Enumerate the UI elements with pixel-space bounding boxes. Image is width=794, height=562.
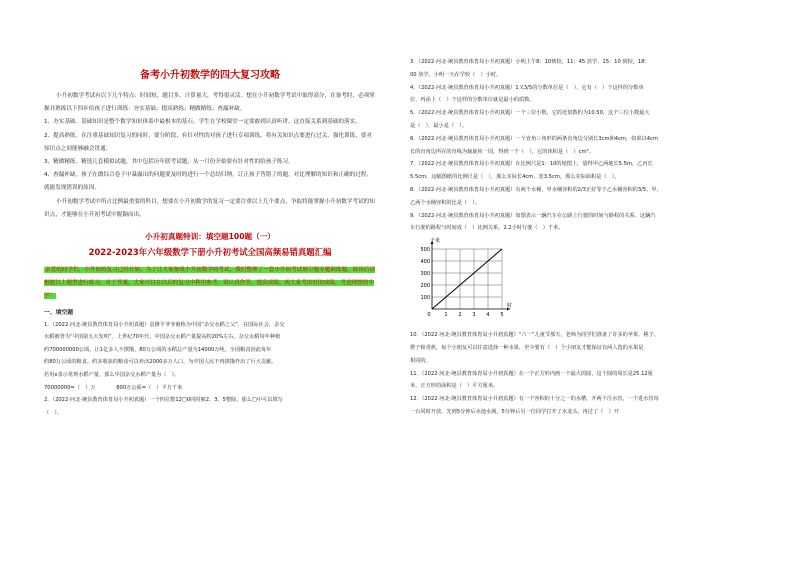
conclusion-paragraph: 小升初数学考试中所占比例最重要的科目，想要在小升初数学的复习一定要注重以上几个要点，争取将能掌握小升初数学考试的知识点，才能够在小升初考试中脱颖而出。	[44, 198, 375, 218]
q9-line: 9．（2022·河北·统县教育体育局小升初真题）如图表示一辆汽车在公路上行驶的时间与路程的关系，这辆汽	[410, 212, 656, 219]
y-tick-label: 100	[420, 294, 430, 301]
question-2	[44, 394, 376, 419]
q4-line: 4．（2022·河北·统县教育体育局小升初真题）1又3/5的分数单位是（ ），它有（ ）个这样的分数单	[410, 84, 644, 91]
q1-line: 水稻被誉为“中国第五大发明”。上世纪70年代，中国杂交水稻产量提高约20%左右。杂交水稻每年种植	[44, 334, 281, 341]
x-tick-label: 2	[458, 312, 462, 319]
y-tick-label: 300	[420, 270, 430, 277]
q1-line: 若用x表示常规水稻产量，那么中国杂交水稻产量为（ ）。	[44, 372, 180, 379]
origin-label: 0	[427, 312, 431, 319]
y-tick-label: 400	[420, 258, 430, 265]
x-tick-label: 3	[472, 312, 476, 319]
y-tick-label: 500	[420, 246, 430, 253]
chart-svg	[410, 237, 520, 325]
q5-line: 5．（2022·河北·统县教育体育局小升初真题）一个三位小数，它的近似数约为10.50，这个三位小数最大	[410, 110, 650, 117]
x-tick-label: 4	[486, 312, 490, 319]
q5-line: 是（ ），最小是（ ）。	[410, 122, 468, 129]
q1-line: 约80万公顷的粮食。约多收获的粮食可以养活2000多万人口，为中国人民不再挨饿作出了巨大贡献。	[44, 359, 277, 366]
q12-line: 12．（2022·河北·统县教育体育局小升初真题）有一个容积的十分之一的水槽，开两个注水管，一个进水管每	[410, 396, 659, 403]
series-title: 小升初真题特训：填空题100题（一）	[145, 232, 275, 242]
main-title: 2022-2023年六年级数学下册小升初考试全国高频易错真题汇编	[88, 247, 332, 258]
x-tick-label: 5	[500, 312, 504, 319]
section-heading: 一、填空题	[44, 309, 73, 316]
x-tick-label: 1	[444, 312, 448, 319]
question-6	[410, 133, 750, 159]
x-axis-label: 时	[507, 303, 513, 310]
distance-time-chart	[410, 237, 750, 325]
question-5	[410, 107, 750, 133]
article-title: 备考小升初数学的四大复习攻略	[140, 70, 280, 81]
q3-line: 00 放学，小明一天在学校（ ）小时。	[410, 71, 502, 78]
q12-line: 一台同时开放，先到5分钟后水池水满，5分钟后另一位同学打开了水龙头，再过了（ ）开	[410, 408, 619, 415]
y-axis-label: 千米	[430, 238, 441, 245]
tip-2: 2、提高熟练。在注重基础知识复习的同时，要分阶段、有针对性的对孩子进行专项训练，将有关知识点要进行过关、强化训练，要对知识点之间能够融会贯通。	[44, 132, 372, 152]
q11-line: 米，正方形的面积是（ ）平方厘米。	[410, 383, 499, 390]
question-8	[410, 184, 750, 210]
left-content	[44, 56, 376, 419]
q10-line: 相同的。	[410, 357, 431, 364]
q2-line: 2．（2022·河北·统县教育体育局小升初真题）一个四位数12□0同时被2、3、5整除，那么□中可以填写	[44, 397, 283, 404]
q1-line: 1．（2022·河北·统县教育体育局小升初真题）袁隆平爷爷被称为中国“杂交水稻之父”，在国际社会，杂交	[44, 321, 285, 328]
q6-line: 长的直角边所在的直线为轴旋转一周，得到一个（ ），它的体积是（ ）cm³。	[410, 148, 594, 155]
right-content	[410, 56, 750, 419]
q10-line: 10．（2022·河北·统县教育体育局小升初真题）“六一”儿童节那天，老师为同学们准备了许多的苹果、桃子、	[410, 332, 659, 339]
q1-line: 70000000=（ ）万 800万公顷=（ ）平方千米	[44, 384, 183, 391]
question-9	[410, 210, 750, 236]
q10-line: 橙子和香蕉，每个小朋友可以任意选择一种水果，至少要有（ ）个小朋友才能保证有两人选的水果是	[410, 344, 644, 351]
q8-line: 乙两个水桶容积的比是（ ）。	[410, 199, 481, 206]
intro-paragraph: 小升初数学考试有以下几个特点：时间短，题目多，计算量大，考得很灵活。想在小升初数学考试中取得高分，在备考时，必须掌握并熟练以下四步给孩子进行训练：夯实基础；提高熟练；精做精练；查漏补缺。	[44, 93, 375, 113]
q1-line: 约700000000公顷，让1亿多人不挨饿，80万公顷的水稻总产量为14000万吨，全国粮食因此每年	[44, 346, 272, 353]
y-tick-label: 200	[420, 282, 430, 289]
notice-box	[44, 264, 376, 304]
q8-line: 8．（2022·河北·统县教育体育局小升初真题）有两个水桶，甲水桶容积的2/3正好等于乙水桶容积的3/5，甲、	[410, 186, 662, 193]
q7-line: 7．（2022·河北·统县教育体育局小升初真题）在比例尺是1：10的地图上，量得甲乙两地长5.5m，乙丙长	[410, 161, 653, 168]
tip-3: 3、精做精练。精选几套模拟试题，其中包括历年联考试题，从一月份开始要有针对性的给孩子练习。	[44, 159, 294, 166]
question-10	[410, 329, 750, 367]
q2-line: （ ）。	[44, 409, 63, 416]
q9-line: 车行驶的路程与时间成（ ）比例关系，2.2小时行驶（ ）千米。	[410, 225, 564, 232]
notice-text: 亲爱的同学们，小升初的复习已经开始，为了让大家备战小升初数学的考试，我们整理了一套小升初考试填空题专题训练题，阅读后请根据以上题型进行练习，对于答案，大家可以在以后的复习中利用参考，请认真作答，提高成绩，祝大家考出好的成绩，考进理想的中学！	[44, 267, 376, 300]
question-11	[410, 368, 750, 394]
series-line	[432, 249, 502, 309]
question-12	[410, 393, 750, 419]
tip-1: 1、夯实基础。基础知识是整个数学知识体系中最根本的基石。学生在学校课堂一定要敢到认真听讲，这直接关系到基础的落实。	[44, 119, 361, 126]
q3-line: 3．（2022·河北·统县教育体育局小升初真题）小明上午8：10到校，11：45 放学，15：10 到校，18：	[410, 59, 650, 65]
q7-line: 5.5cm，这幅图纸的比例尺是（ ），那么实际长4cm，宽3.5cm，那么实际面积是（ ）。	[410, 174, 620, 181]
question-7	[410, 158, 750, 184]
q4-line: 位，再添上（ ）个这样的分数单位就是最小的质数。	[410, 97, 535, 104]
q6-line: 6．（2022·河北·统县教育体育局小升初真题）一个直角三角形的两条直角边分别长3cm和4cm，如果以4cm	[410, 135, 658, 142]
tip-4: 4、查漏补缺。孩子在做综合卷子中暴露出的问题要及时的进行一个总结归纳，订正孩子答错了的题，对比理解的知识和正确的过程，就能发现错误的原因。	[44, 172, 372, 192]
question-3	[410, 56, 750, 82]
question-4	[410, 82, 750, 108]
question-1	[44, 319, 376, 395]
q11-line: 11．（2022·河北·统县教育体育局小升初真题）在一个正方形内画一个最大的圆，这个圆的周长是25.12厘	[410, 370, 653, 377]
